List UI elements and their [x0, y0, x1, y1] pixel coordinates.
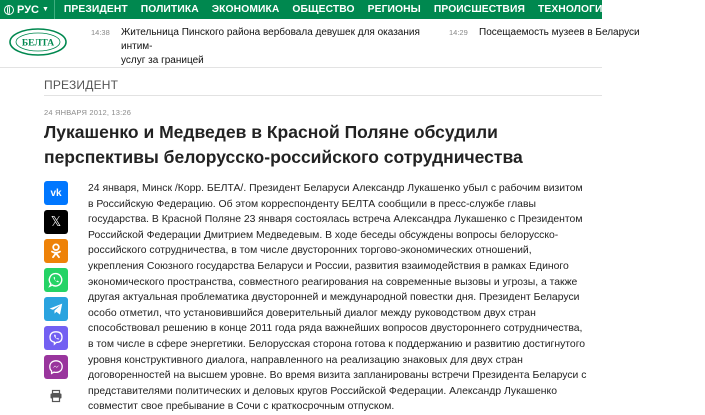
share-whatsapp-button[interactable] — [44, 268, 68, 292]
messenger-icon — [48, 359, 64, 375]
nav-item-all[interactable]: ВСЕ — [676, 4, 699, 15]
ticker-time: 14:29 — [449, 28, 468, 37]
share-vk-button[interactable] — [44, 181, 68, 205]
nav-item-world[interactable]: В МИРЕ — [623, 4, 664, 15]
viber-icon — [48, 330, 64, 346]
share-x-button[interactable] — [44, 210, 68, 234]
article-body: 24 января, Минск /Корр. БЕЛТА/. Президент Беларуси Александр Лукашенко убыл с рабочим визитом в Российскую Федерацию. Об этом корреспонденту БЕЛТА сообщили в пресс-службе главы государства. В Красной Поляне 23 января состоялась встреча Александра Лукашенко с Президентом Российской Федерации Дмитрием Медведевым. В ходе беседы обсуждены вопросы белорусско-российского сотрудничества, в том числе двусторонних торгово-экономических отношений, укрепления Союзного государства Беларуси и России, развития взаимодействия в рамках Единого экономического пространства, совместного реагирования на современные вызовы и угрозы, а также другая актуальная проблематика двусторонней и международной повестки дня. Президент Беларуси особо отметил, что установившийся доверительный диалог между руководством двух стран способствовал решению в конце 2011 года ряда важнейших вопросов двустороннего сотрудничества, в том числе в сфере энергетики. Белорусская сторона готова к поддержанию и развитию достигнутого уровня конструктивного диалога, направленного на реализацию знаковых для двух стран договоренностей на высшем уровне. Во время визита запланированы встречи Президента Беларуси с представителями политических и деловых кругов Российской Федерации. Александр Лукашенко совместит свое пребывание в Сочи с краткосрочным отпуском. — [88, 183, 587, 413]
telegram-icon — [48, 301, 64, 317]
belta-logo[interactable] — [8, 27, 68, 57]
print-button[interactable] — [44, 384, 68, 408]
ticker-headline-line1: Посещаемость музеев в Беларуси — [479, 27, 640, 38]
divider — [44, 95, 602, 96]
nav-item-politics[interactable]: ПОЛИТИКА — [140, 4, 199, 15]
share-viber-button[interactable] — [44, 326, 68, 350]
ticker-item[interactable] — [449, 26, 640, 40]
share-telegram-button[interactable] — [44, 297, 68, 321]
x-icon: 𝕏 — [50, 214, 62, 230]
article-date: 24 ЯНВАРЯ 2012, 13:26 — [44, 108, 132, 117]
chevron-down-icon: ▼ — [41, 6, 49, 13]
ticker-headline-line2: услуг за границей — [121, 55, 204, 66]
vk-icon: vk — [50, 187, 62, 199]
globe-icon — [4, 5, 14, 15]
logo-text: БЕЛТА — [21, 38, 55, 49]
ticker-item[interactable] — [91, 26, 431, 68]
share-odnoklassniki-button[interactable] — [44, 239, 68, 263]
top-navigation — [0, 0, 699, 19]
ticker-headline-line1: Жительница Пинского района вербовала девушек для оказания интим- — [121, 27, 420, 52]
nav-item-incidents[interactable]: ПРОИСШЕСТВИЯ — [433, 4, 525, 15]
nav-item-society[interactable]: ОБЩЕСТВО — [292, 4, 355, 15]
language-label: РУС — [17, 3, 39, 16]
site-header — [0, 19, 640, 68]
language-switcher[interactable] — [0, 0, 55, 19]
nav-item-president[interactable]: ПРЕЗИДЕНТ — [63, 4, 128, 15]
share-messenger-button[interactable] — [44, 355, 68, 379]
article-title: Лукашенко и Медведев в Красной Поляне обсудили перспективы белорусско-российского сотрудничества — [44, 122, 523, 167]
nav-item-technology[interactable]: ТЕХНОЛОГИИ — [537, 4, 611, 15]
section-label[interactable]: ПРЕЗИДЕНТ — [44, 78, 119, 92]
share-buttons — [44, 181, 68, 413]
whatsapp-icon — [48, 272, 64, 288]
odnoklassniki-icon — [49, 243, 63, 259]
print-icon — [49, 389, 63, 403]
ticker-time: 14:38 — [91, 28, 110, 37]
nav-item-economy[interactable]: ЭКОНОМИКА — [211, 4, 280, 15]
nav-item-regions[interactable]: РЕГИОНЫ — [367, 4, 421, 15]
